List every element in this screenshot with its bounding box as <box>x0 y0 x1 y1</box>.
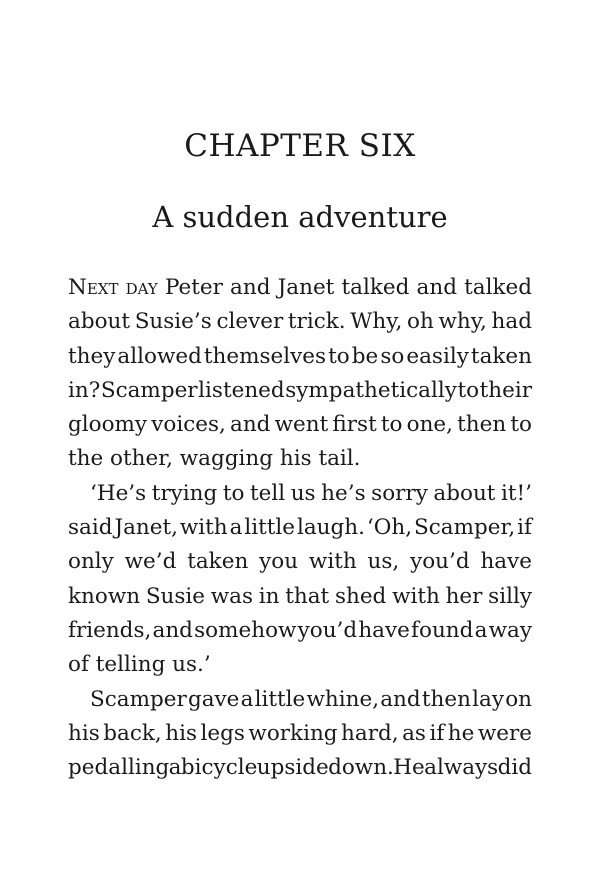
paragraph-2-line-1: ‘He’s trying to tell us he’s sorry about it!’ <box>90 480 532 506</box>
chapter-title: A sudden adventure <box>152 200 448 234</box>
paragraph-1-line-5: gloomy voices, and went first to one, then to <box>68 412 532 438</box>
paragraph-2-line-5: friends, and somehow you’d have found a way <box>68 617 532 643</box>
paragraph-2-line-2: said Janet, with a little laugh. ‘Oh, Scamper, if <box>68 515 532 541</box>
paragraph-2-line-4: known Susie was in that shed with her silly <box>68 583 532 609</box>
paragraph-1-line-2: about Susie’s clever trick. Why, oh why, had <box>68 309 532 335</box>
paragraph-3-line-2: his back, his legs working hard, as if he were <box>68 720 532 746</box>
paragraph-1-line-3: they allowed themselves to be so easily taken <box>68 343 532 369</box>
lead-in-small-caps: Next day <box>68 275 158 300</box>
paragraph-1-line-4: in? Scamper listened sympathetically to their <box>68 377 532 403</box>
paragraph-2-line-3: only we’d taken you with us, you’d have <box>68 549 532 575</box>
paragraph-2-line-6: of telling us.’ <box>68 652 211 678</box>
chapter-number: CHAPTER SIX <box>184 128 416 164</box>
paragraph-1-line-1-text: Peter and Janet talked and talked <box>157 275 532 300</box>
paragraph-3-line-3: pedalling a bicycle upside down. He always did <box>68 755 532 781</box>
chapter-body <box>68 271 532 785</box>
paragraph-1-line-6: the other, wagging his tail. <box>68 446 361 472</box>
paragraph-1-line-1 <box>68 271 532 305</box>
paragraph-3-line-1: Scamper gave a little whine, and then lay on <box>90 686 532 712</box>
